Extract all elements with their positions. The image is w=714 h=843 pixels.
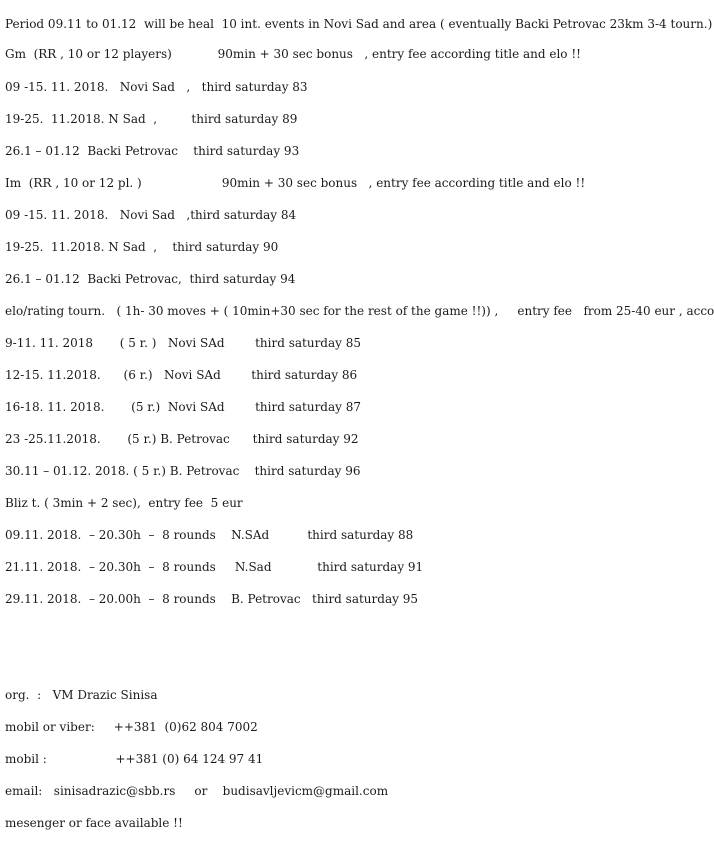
im-event-line: 26.1 – 01.12 Backi Petrovac, third saturday 94	[5, 272, 296, 286]
rating-event-line: 30.11 – 01.12. 2018. ( 5 r.) B. Petrovac third saturday 96	[5, 464, 361, 478]
im-event-line: 19-25. 11.2018. N Sad , third saturday 90	[5, 240, 279, 254]
gm-event-line: 19-25. 11.2018. N Sad , third saturday 89	[5, 112, 298, 126]
phone-viber-line: mobil or viber: ++381 (0)62 804 7002	[5, 720, 258, 734]
email-line: email: sinisadrazic@sbb.rs or budisavljevicm@gmail.com	[5, 784, 389, 798]
gm-heading: Gm (RR , 10 or 12 players) 90min + 30 sec bonus , entry fee according title and elo !!	[5, 47, 581, 61]
intro-line: Period 09.11 to 01.12 will be heal 10 int. events in Novi Sad and area ( eventually Backi Petrovac 23km 3-4 tourn.)	[5, 17, 713, 31]
blitz-event-line: 09.11. 2018. – 20.30h – 8 rounds N.SAd third saturday 88	[5, 528, 414, 542]
blitz-event-line: 29.11. 2018. – 20.00h – 8 rounds B. Petrovac third saturday 95	[5, 592, 418, 606]
rating-event-line: 9-11. 11. 2018 ( 5 r. ) Novi SAd third saturday 85	[5, 336, 362, 350]
blitz-event-line: 21.11. 2018. – 20.30h – 8 rounds N.Sad third saturday 91	[5, 560, 424, 574]
rating-event-line: 12-15. 11.2018. (6 r.) Novi SAd third saturday 86	[5, 368, 358, 382]
im-heading: Im (RR , 10 or 12 pl. ) 90min + 30 sec bonus , entry fee according title and elo !!	[5, 176, 586, 190]
im-event-line: 09 -15. 11. 2018. Novi Sad ,third saturday 84	[5, 208, 297, 222]
rating-event-line: 16-18. 11. 2018. (5 r.) Novi SAd third saturday 87	[5, 400, 362, 414]
phone-mobile-line: mobil : ++381 (0) 64 124 97 41	[5, 752, 264, 766]
rating-event-line: 23 -25.11.2018. (5 r.) B. Petrovac third saturday 92	[5, 432, 359, 446]
gm-event-line: 09 -15. 11. 2018. Novi Sad , third saturday 83	[5, 80, 308, 94]
rating-heading: elo/rating tourn. ( 1h- 30 moves + ( 10min+30 sec for the rest of the game !!)) , entry fee from 25-40 eur , acco	[5, 304, 714, 318]
organizer-line: org. : VM Drazic Sinisa	[5, 688, 158, 702]
gm-event-line: 26.1 – 01.12 Backi Petrovac third saturday 93	[5, 144, 300, 158]
messenger-line: mesenger or face available !!	[5, 816, 183, 830]
blitz-heading: Bliz t. ( 3min + 2 sec), entry fee 5 eur	[5, 496, 243, 510]
